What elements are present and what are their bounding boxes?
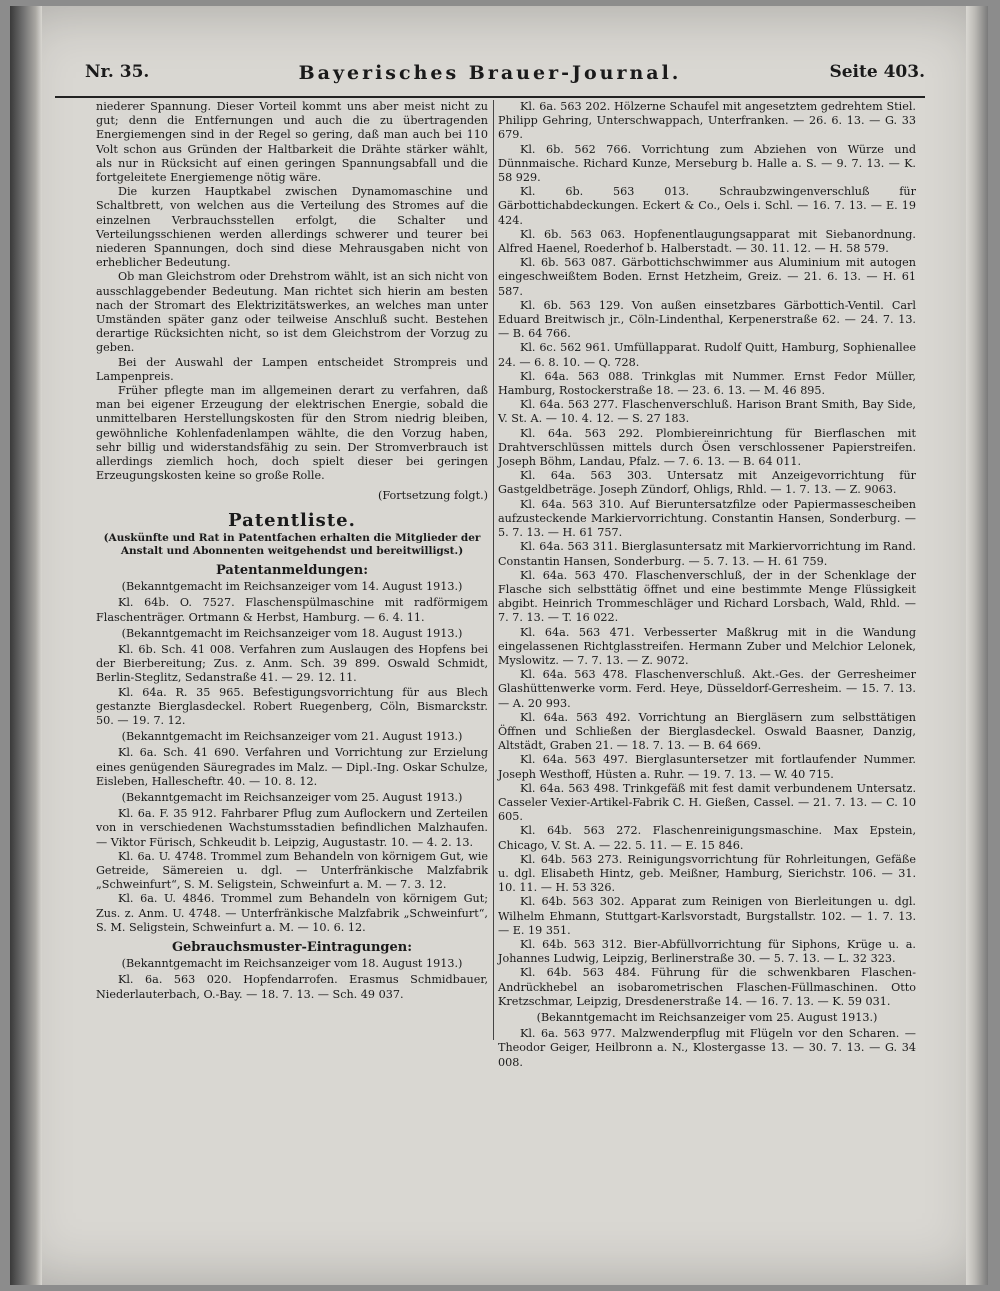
journal-title: Bayerisches Brauer-Journal. — [298, 62, 682, 84]
announcement: (Bekanntgemacht im Reichsanzeiger vom 25. August 1913.) — [121, 790, 463, 804]
utility-entry: Kl. 64a. 563 310. Auf Bieruntersatzfilze oder Papiermassescheiben aufzusteckende Markiervorrichtung. Constantin Hansen, Sonderburg. — 5. 7. 13. — H. 61 757. — [498, 497, 916, 540]
utility-entry: Kl. 64a. 563 303. Untersatz mit Anzeigevorrichtung für Gastgeldbeträge. Joseph Zündorf, Ohligs, Rhld. — 1. 7. 13. — Z. 9063. — [498, 469, 916, 497]
page-number: Seite 403. — [829, 62, 925, 82]
utility-entry: Kl. 64a. 563 088. Trinkglas mit Nummer. Ernst Fedor Müller, Hamburg, Rostockerstraße 18. — 23. 6. 13. — M. 46 895. — [498, 369, 916, 398]
article-paragraph: Früher pflegte man im allgemeinen derart zu verfahren, daß man bei eigener Erzeugung der elektrischen Energie, sobald die unmittelbaren Herstellungskosten für den Strom niedrig bleiben, gewöhnliche Kohlenfadenlampen wählte, die den Vorzug haben, sehr billig und widerstandsfähig zu sein. Der Stromverbrauch ist allerdings ziemlich hoch, doch spielt dieser bei geringen Erzeugungskosten keine so große Rolle. — [96, 384, 488, 483]
utility-entry: Kl. 64b. 563 302. Apparat zum Reinigen von Bierleitungen u. dgl. Wilhelm Ehmann, Stuttgart-Karlsvorstadt, Burgstallstr. 102. — 1. 7. 13. — E. 19 351. — [498, 895, 916, 937]
utility-entry: Kl. 64b. 563 312. Bier-Abfüllvorrichtung für Siphons, Krüge u. a. Johannes Ludwig, Leipzig, Berlinerstraße 30. — 5. 7. 13. — L. 32 323. — [498, 937, 916, 966]
utility-entry: Kl. 6b. 562 766. Vorrichtung zum Abziehen von Würze und Dünnmaische. Richard Kunze, Merseburg b. Halle a. S. — 9. 7. 13. — K. 58 929. — [498, 142, 916, 185]
announcement: (Bekanntgemacht im Reichsanzeiger vom 25. August 1913.) — [536, 1011, 878, 1024]
utility-entry: Kl. 6a. 563 020. Hopfendarrofen. Erasmus Schmidbauer, Niederlauterbach, O.-Bay. — 18. 7. 13. — Sch. 49 037. — [96, 973, 488, 1001]
column-divider — [493, 100, 494, 1040]
page-sheet — [10, 6, 988, 1285]
utility-entry: Kl. 64a. 563 277. Flaschenverschluß. Harison Brant Smith, Bay Side, V. St. A. — 10. 4. 12. — S. 27 183. — [498, 398, 916, 426]
utility-entry: Kl. 6b. 563 129. Von außen einsetzbares Gärbottich-Ventil. Carl Eduard Breitwisch jr., Cöln-Lindenthal, Kerpenerstraße 62. — 24. 7. 13. — B. 64 766. — [498, 298, 916, 341]
utility-entry: Kl. 64a. 563 478. Flaschenverschluß. Akt.-Ges. der Gerresheimer Glashüttenwerke vorm. Ferd. Heye, Düsseldorf-Gerresheim. — 15. 7. 13. — A. 20 993. — [498, 668, 916, 710]
issue-number: Nr. 35. — [85, 62, 150, 82]
utility-entry: Kl. 6a. 563 202. Hölzerne Schaufel mit angesetztem gedrehtem Stiel. Philipp Gehring, Unterschwappach, Unterfranken. — 26. 6. 13. — G. 33 679. — [498, 100, 916, 142]
utility-entry: Kl. 6b. 563 087. Gärbottichschwimmer aus Aluminium mit autogen eingeschweißtem Boden. Ernst Hetzheim, Greiz. — 21. 6. 13. — H. 61 587. — [498, 256, 916, 298]
article-paragraph: Bei der Auswahl der Lampen entscheidet Strompreis und Lampenpreis. — [96, 355, 488, 383]
utility-entry: Kl. 64b. 563 272. Flaschenreinigungsmaschine. Max Epstein, Chicago, V. St. A. — 22. 5. 11. — E. 15 846. — [498, 824, 916, 852]
section-heading-applications: Patentanmeldungen: — [215, 562, 369, 578]
patent-entry: Kl. 6b. Sch. 41 008. Verfahren zum Auslaugen des Hopfens bei der Bierbereitung; Zus. z. Anm. Sch. 39 899. Oswald Schmidt, Berlin-Steglitz, Sedanstraße 41. — 29. 12. 11. — [96, 642, 488, 685]
announcement: (Bekanntgemacht im Reichsanzeiger vom 21. August 1913.) — [121, 730, 463, 744]
announcement: (Bekanntgemacht im Reichsanzeiger vom 18. August 1913.) — [121, 957, 463, 971]
patent-list-title: Patentliste. — [228, 509, 356, 531]
patent-list-subtitle: (Auskünfte und Rat in Patentfachen erhalten die Mitglieder der Anstalt und Abonnenten weitgehendst und bereitwilligst.) — [103, 531, 481, 557]
section-heading-utility-models: Gebrauchsmuster-Eintragungen: — [171, 939, 413, 955]
patent-entry: Kl. 6a. F. 35 912. Fahrbarer Pflug zum Auflockern und Zerteilen von in verschiedenen Wachstumsstadien befindlichen Malzhaufen. — Viktor Fürisch, Schkeudit b. Leipzig, Augustastr. 10. — 4. 2. 13. — [96, 807, 488, 849]
utility-entry: Kl. 64a. 563 497. Bierglasuntersetzer mit fortlaufender Nummer. Joseph Westhoff, Hüsten a. Ruhr. — 19. 7. 13. — W. 40 715. — [498, 753, 916, 781]
utility-entry: Kl. 6b. 563 063. Hopfenentlaugungsapparat mit Siebanordnung. Alfred Haenel, Roederhof b. Halberstadt. — 30. 11. 12. — H. 58 579. — [498, 227, 916, 256]
utility-entry: Kl. 64a. 563 311. Bierglasuntersatz mit Markiervorrichtung im Rand. Constantin Hansen, Sonderburg. — 5. 7. 13. — H. 61 759. — [498, 540, 916, 568]
article-paragraph: Ob man Gleichstrom oder Drehstrom wählt, ist an sich nicht von ausschlaggebender Bedeutung. Man richtet sich hierin am besten nach der Stromart des Elektrizitätswerkes, an welches man unter Umständen später ganz oder teilweise Anschluß sucht. Bestehen derartige Rücksichten nicht, so ist dem Gleichstrom der Vorzug zu geben. — [96, 270, 488, 355]
article-paragraph: niederer Spannung. Dieser Vorteil kommt uns aber meist nicht zu gut; denn die Entfernungen und auch die zu übertragenden Energiemengen sind in der Regel so gering, daß man auch bei 110 Volt schon aus Gründen der Haltbarkeit die Drähte stärker wählt, als nur in Rücksicht auf einen geringen Spannungsabfall und die fortgeleitete Energiemenge nötig wäre. — [96, 100, 488, 185]
patent-entry: Kl. 64b. O. 7527. Flaschenspülmaschine mit radförmigem Flaschenträger. Ortmann & Herbst, Hamburg. — 6. 4. 11. — [96, 596, 488, 624]
announcement: (Bekanntgemacht im Reichsanzeiger vom 18. August 1913.) — [121, 626, 463, 640]
utility-entry: Kl. 64a. 563 492. Vorrichtung an Biergläsern zum selbsttätigen Öffnen und Schließen der Bierglasdeckel. Oswald Baasner, Danzig, Altstädt, Graben 21. — 18. 7. 13. — B. 64 669. — [498, 710, 916, 753]
right-column — [498, 100, 916, 1070]
utility-entry: Kl. 6a. 563 977. Malzwenderpflug mit Flügeln vor den Scharen. — Theodor Geiger, Heilbronn a. N., Klostergasse 13. — 30. 7. 13. — G. 34 008. — [498, 1027, 916, 1069]
patent-entry: Kl. 6a. Sch. 41 690. Verfahren und Vorrichtung zur Erzielung eines genügenden Säuregrades im Malz. — Dipl.-Ing. Oskar Schulze, Eisleben, Hallescheftr. 40. — 10. 8. 12. — [96, 746, 488, 788]
left-column — [96, 100, 488, 1002]
utility-entry: Kl. 6b. 563 013. Schraubzwingenverschluß für Gärbottichabdeckungen. Eckert & Co., Oels i. Schl. — 16. 7. 13. — E. 19 424. — [498, 185, 916, 227]
page-edge — [966, 6, 988, 1285]
utility-entry: Kl. 64a. 563 498. Trinkgefäß mit fest damit verbundenem Untersatz. Casseler Vexier-Artikel-Fabrik C. H. Gießen, Cassel. — 21. 7. 13. — C. 10 605. — [498, 781, 916, 824]
continuation-note: (Fortsetzung folgt.) — [377, 489, 488, 503]
running-header — [55, 62, 925, 98]
utility-entry: Kl. 6c. 562 961. Umfüllapparat. Rudolf Quitt, Hamburg, Sophienallee 24. — 6. 8. 10. — Q. 728. — [498, 341, 916, 369]
utility-entry: Kl. 64a. 563 470. Flaschenverschluß, der in der Schenklage der Flasche sich selbsttätig öffnet und eine bestimmte Menge Flüssigkeit abgibt. Heinrich Trommeschläger und Richard Lorsbach, Wald, Rhld. — 7. 7. 13. — T. 16 022. — [498, 568, 916, 625]
utility-entry: Kl. 64b. 563 273. Reinigungsvorrichtung für Rohrleitungen, Gefäße u. dgl. Elisabeth Hintz, geb. Meißner, Hamburg, Sierichstr. 106. — 31. 10. 11. — H. 53 326. — [498, 852, 916, 895]
utility-entry: Kl. 64a. 563 292. Plombiereinrichtung für Bierflaschen mit Drahtverschlüssen mittels durch Ösen verschlossener Papierstreifen. Joseph Böhm, Landau, Pfalz. — 7. 6. 13. — B. 64 011. — [498, 426, 916, 469]
patent-entry: Kl. 6a. U. 4846. Trommel zum Behandeln von körnigem Gut; Zus. z. Anm. U. 4748. — Unterfränkische Malzfabrik „Schweinfurt“, S. M. Seligstein, Schweinfurt a. M. — 10. 6. 12. — [96, 892, 488, 934]
patent-entry: Kl. 64a. R. 35 965. Befestigungsvorrichtung für aus Blech gestanzte Bierglasdeckel. Robert Ruegenberg, Cöln, Bismarckstr. 50. — 19. 7. 12. — [96, 685, 488, 727]
patent-entry: Kl. 6a. U. 4748. Trommel zum Behandeln von körnigem Gut, wie Getreide, Sämereien u. dgl. — Unterfränkische Malzfabrik „Schweinfurt“, S. M. Seligstein, Schweinfurt a. M. — 7. 3. 12. — [96, 849, 488, 892]
binding-gutter — [10, 6, 42, 1285]
utility-entry: Kl. 64a. 563 471. Verbesserter Maßkrug mit in die Wandung eingelassenen Richtglasstreifen. Hermann Zuber und Melchior Lelonek, Myslowitz. — 7. 7. 13. — Z. 9072. — [498, 625, 916, 667]
article-paragraph: Die kurzen Hauptkabel zwischen Dynamomaschine und Schaltbrett, von welchen aus die Verteilung des Stromes auf die einzelnen Verbrauchsstellen erfolgt, die Schalter und Verteilungsschienen werden allerdings schwerer und teurer bei niederen Spannungen, doch sind diese Mehrausgaben nicht von erheblicher Bedeutung. — [96, 185, 488, 270]
utility-entry: Kl. 64b. 563 484. Führung für die schwenkbaren Flaschen-Andrückhebel an isobarometrischen Flaschen-Füllmaschinen. Otto Kretzschmar, Leipzig, Dresdenerstraße 14. — 16. 7. 13. — K. 59 031. — [498, 966, 916, 1008]
announcement: (Bekanntgemacht im Reichsanzeiger vom 14. August 1913.) — [121, 580, 463, 594]
